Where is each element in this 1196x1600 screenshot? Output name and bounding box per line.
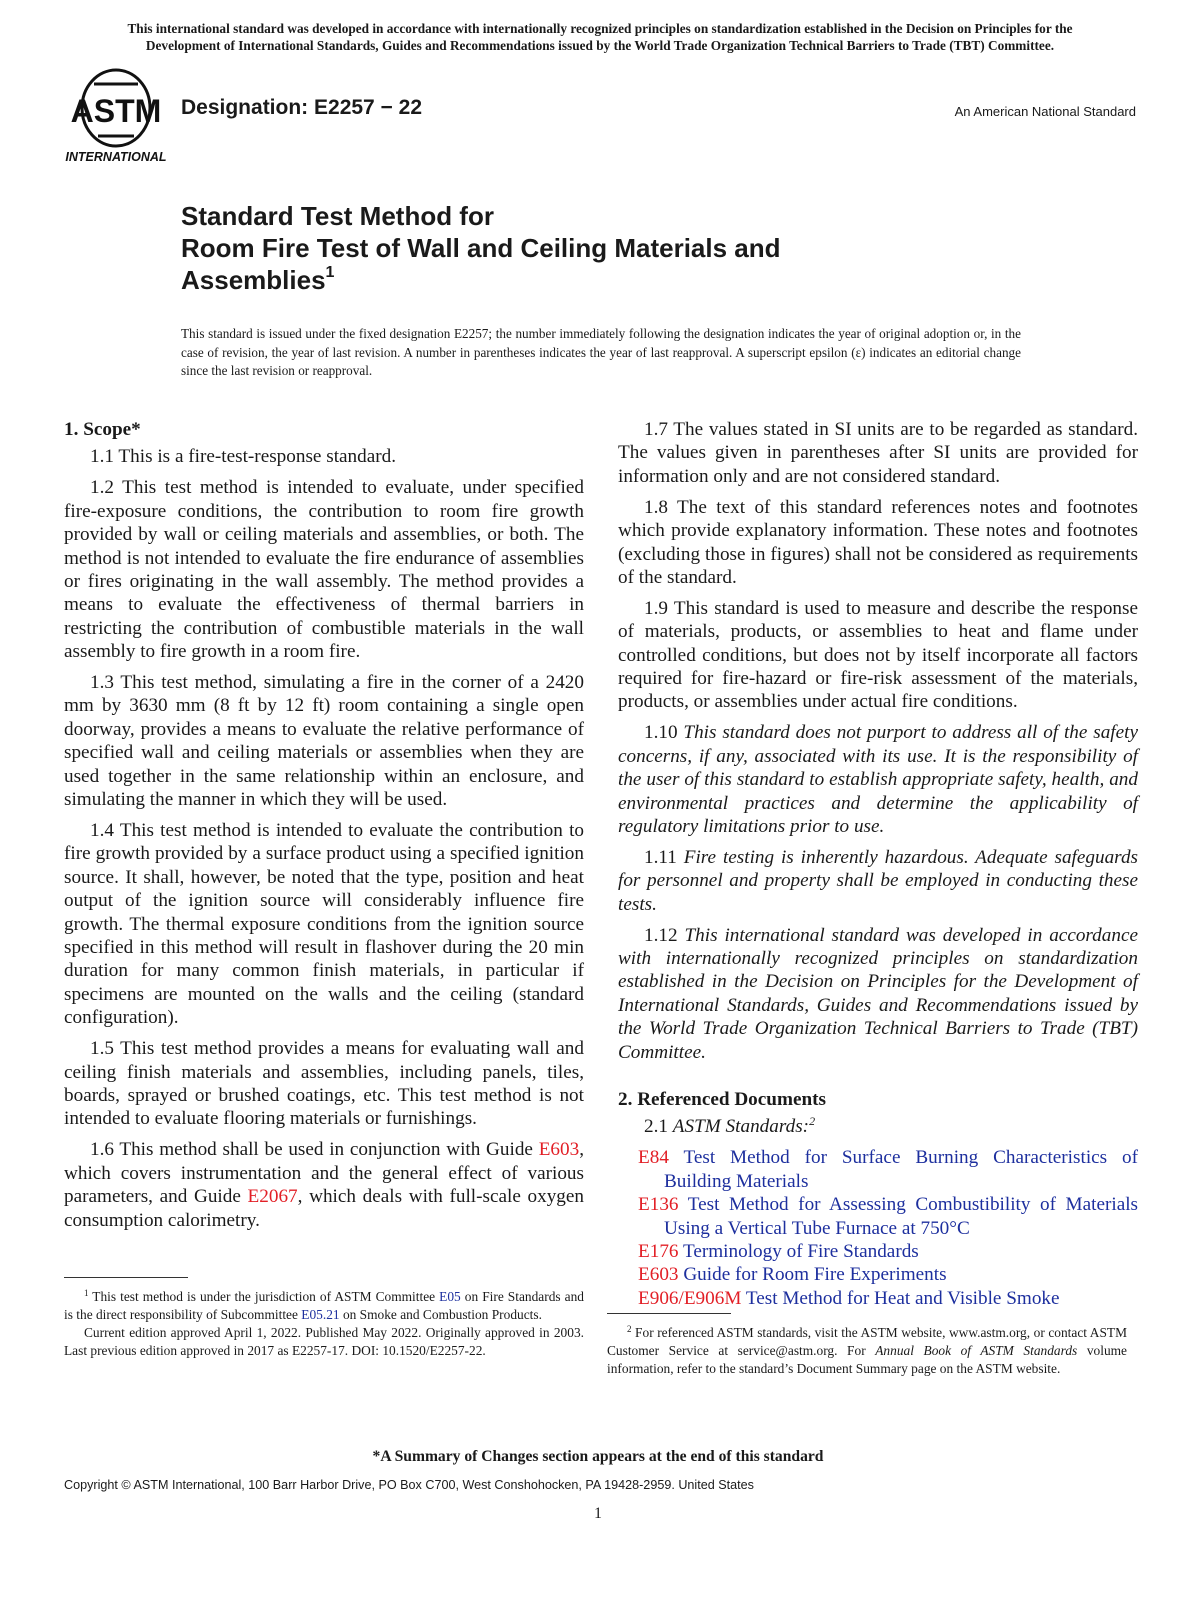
ref-item: [618, 1146, 1138, 1193]
astm-standards-subheading: 2.1 ASTM Standards:$^2$: [644, 1114, 816, 1138]
ref-item: [618, 1193, 1138, 1240]
ref-code[interactable]: E84: [638, 1147, 669, 1169]
copyright: Copyright © ASTM International, 100 Barr Harbor Drive, PO Box C700, West Conshohocken, PA 19428-2959. United States: [64, 1478, 754, 1492]
ref-code[interactable]: E136: [638, 1194, 679, 1216]
page-number: 1: [594, 1505, 602, 1522]
para-1-8: 1.8 The text of this standard references notes and footnotes which provide explanatory information. These notes and footnotes (excluding those in figures) shall not be considered as requirements of the standard.: [618, 496, 1138, 588]
tbt-notice: [60, 20, 1140, 54]
link-e05-21[interactable]: E05.21: [301, 1307, 340, 1322]
referenced-documents-list: [618, 1146, 1138, 1310]
tbt-notice-line-2: Development of International Standards, Guides and Recommendations issued by the World Trade Organization Technical Barriers to Trade (TBT) Committee.: [145, 38, 1055, 53]
right-column: [618, 418, 1138, 1310]
para-1-2: 1.2 This test method is intended to evaluate, under specified fire-exposure conditions, the contribution to room fire growth provided by wall or ceiling materials and assemblies, or both. The method is not intended to evaluate the fire endurance of assemblies or fires originating in the wall assembly. The method provides a means to evaluate the effectiveness of thermal barriers in restricting the contribution of combustible materials in the wall assembly to fire growth in a room fire.: [64, 477, 584, 663]
document-title: [181, 200, 781, 296]
para-1-4: 1.4 This test method is intended to evaluate the contribution to fire growth provided by a surface product using a specified ignition source. It shall, however, be noted that the type, position and heat output of the ignition source will considerably influence fire growth. The thermal exposure conditions from the ignition source specified in this method will result in flashover during the 20 min duration for many common finish materials, in particular if specimens are mounted on the walls and the ceiling (standard configuration).: [64, 820, 584, 1029]
para-1-5: 1.5 This test method provides a means for evaluating wall and ceiling finish materials and assemblies, including panels, tiles, boards, sprayed or brushed coatings, etc. This test method is not intended to evaluate flooring materials or furnishings.: [64, 1038, 584, 1130]
scope-heading: 1. Scope*: [64, 419, 141, 440]
tbt-notice-line-1: This international standard was developed in accordance with internationally recognized principles on standardization established in the Decision on Principles for the: [127, 21, 1073, 36]
title-footnote-mark: 1: [325, 264, 335, 281]
para-1-6: 1.6 This method shall be used in conjunction with Guide E603, which covers instrumentation and the general effect of various parameters, and Guide E2067, which deals with full-scale oxygen consumption calorimetry.: [64, 1139, 585, 1231]
para-1-3: 1.3 This test method, simulating a fire in the corner of a 2420 mm by 3630 mm (8 ft by 12 ft) room containing a single open doorway, provides a means to evaluate the relative performance of specified wall and ceiling materials or assemblies when they are used together in the same relationship within an enclosure, and simulating the manner in which they will be used.: [64, 672, 584, 811]
ref-code[interactable]: E906/E906M: [638, 1287, 742, 1309]
para-1-9: 1.9 This standard is used to measure and describe the response of materials, products, or assemblies to heat and flame under controlled conditions, but does not by itself incorporate all factors required for fire-hazard or fire-risk assessment of the materials, products, or assemblies under actual fire conditions.: [618, 597, 1138, 713]
footnote-2: $^2$ For referenced ASTM standards, visit the ASTM website, www.astm.org, or contact ASTM Customer Service at service@astm.org. For Annual Book of ASTM Standards volume information, refer to the standard’s Document Summary page on the ASTM website.: [607, 1324, 1127, 1376]
ref-code[interactable]: E176: [638, 1241, 679, 1262]
para-1-7: 1.7 The values stated in SI units are to be regarded as standard. The values given in parentheses after SI units are provided for information only and are not considered standard.: [618, 419, 1138, 487]
american-national-standard-label: An American National Standard: [954, 104, 1136, 119]
title-line-3: Assemblies$^1$: [181, 264, 335, 295]
link-e2067[interactable]: E2067: [247, 1186, 298, 1208]
ref-code[interactable]: E603: [638, 1264, 679, 1286]
link-e05[interactable]: E05: [439, 1289, 461, 1304]
para-1-10: 1.10 This standard does not purport to address all of the safety concerns, if any, associated with its use. It is the responsibility of the user of this standard to establish appropriate safety, health, and environmental practices and determine the applicability of regulatory limitations prior to use.: [618, 722, 1139, 837]
title-line-2: Room Fire Test of Wall and Ceiling Materials and: [181, 233, 781, 263]
ref-title[interactable]: Test Method for Heat and Visible Smoke: [745, 1287, 1060, 1309]
para-1-12: 1.12 This international standard was developed in accordance with internationally recognized principles on standardization established in the Decision on Principles for the Development of International Standards, Guides and Recommendations issued by the World Trade Organization Technical Barriers to Trade (TBT) Committee.: [618, 924, 1138, 1063]
ref-title[interactable]: Guide for Room Fire Experiments: [683, 1264, 947, 1286]
ref-title[interactable]: Test Method for Assessing Combustibility of Materials Using a Vertical Tube Furnace at 750°C: [664, 1194, 1139, 1239]
footnote-1-edition: Current edition approved April 1, 2022. Published May 2022. Originally approved in 2003. Last previous edition approved in 2017 as E2257-17. DOI: 10.1520/E2257-22.: [64, 1325, 584, 1358]
ref-item: [618, 1287, 1138, 1310]
footnote-rule-left: [64, 1277, 188, 1278]
summary-of-changes-note: *A Summary of Changes section appears at the end of this standard: [372, 1448, 824, 1465]
ref-item: [618, 1240, 1138, 1263]
para-1-11: 1.11 Fire testing is inherently hazardous. Adequate safeguards for personnel and property shall be employed in conducting these tests.: [618, 846, 1138, 915]
astm-logo: [64, 66, 172, 172]
ref-item: [618, 1263, 1138, 1286]
left-column: [64, 418, 584, 1239]
title-line-1: Standard Test Method for: [181, 201, 494, 231]
referenced-documents-heading: 2. Referenced Documents: [618, 1089, 826, 1111]
ref-title[interactable]: Terminology of Fire Standards: [682, 1241, 919, 1262]
footnote-1: $^1$ This test method is under the jurisdiction of ASTM Committee E05 on Fire Standards and is the direct responsibility of Subcommittee E05.21 on Smoke and Combustion Products. Current edition approved April 1, 2022. Published May 2022. Originally approved in 2003. Last previous edition approved in 2017 as E2257-17. DOI: 10.1520/E2257-22.: [64, 1288, 584, 1358]
link-e603[interactable]: E603: [538, 1139, 580, 1161]
logo-subtext: INTERNATIONAL: [65, 150, 167, 164]
para-1-1: 1.1 This is a fire-test-response standard.: [90, 446, 397, 468]
footnote-rule-right: [607, 1313, 731, 1314]
issue-note: This standard is issued under the fixed designation E2257; the number immediately following the designation indicates the year of original adoption or, in the case of revision, the year of last revision. A number in parentheses indicates the year of last reapproval. A superscript epsilon (ε) indicates an editorial change since the last revision or reapproval.: [181, 326, 1021, 378]
logo-letters: ASTM: [70, 93, 162, 129]
ref-title[interactable]: Test Method for Surface Burning Characteristics of Building Materials: [664, 1147, 1138, 1192]
designation: Designation: E2257 − 22: [181, 96, 423, 119]
